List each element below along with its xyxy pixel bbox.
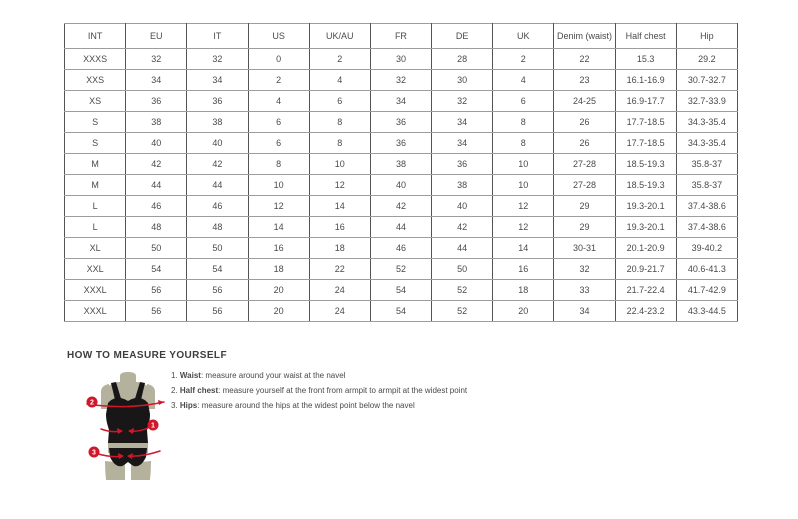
size-value-cell: 8 (309, 112, 370, 133)
size-value-cell: 24-25 (554, 91, 615, 112)
size-value-cell: 6 (309, 91, 370, 112)
size-value-cell: 41.7-42.9 (676, 280, 737, 301)
size-value-cell: 34 (554, 301, 615, 322)
size-label-cell: M (65, 175, 126, 196)
size-value-cell: 52 (432, 301, 493, 322)
badge-chest-number: 2 (90, 399, 94, 407)
step-term: Hips (179, 401, 198, 410)
size-value-cell: 40.6-41.3 (676, 259, 737, 280)
size-value-cell: 30.7-32.7 (676, 70, 737, 91)
size-value-cell: 34 (370, 91, 431, 112)
size-value-cell: 40 (126, 133, 187, 154)
column-header: EU (126, 24, 187, 49)
measure-step (171, 383, 467, 398)
size-value-cell: 18 (309, 238, 370, 259)
size-row (65, 217, 738, 238)
size-value-cell: 38 (432, 175, 493, 196)
size-row (65, 154, 738, 175)
size-value-cell: 54 (126, 259, 187, 280)
size-row (65, 259, 738, 280)
size-value-cell: 34 (126, 70, 187, 91)
size-value-cell: 30 (432, 70, 493, 91)
size-value-cell: 4 (248, 91, 309, 112)
size-row (65, 238, 738, 259)
size-value-cell: 15.3 (615, 49, 676, 70)
size-value-cell: 14 (309, 196, 370, 217)
size-value-cell: 38 (126, 112, 187, 133)
size-value-cell: 36 (370, 133, 431, 154)
size-label-cell: S (65, 112, 126, 133)
size-row (65, 112, 738, 133)
size-value-cell: 52 (432, 280, 493, 301)
size-value-cell: 46 (187, 196, 248, 217)
size-value-cell: 54 (187, 259, 248, 280)
size-value-cell: 10 (493, 175, 554, 196)
size-value-cell: 54 (370, 301, 431, 322)
size-table (64, 23, 738, 322)
size-value-cell: 8 (493, 133, 554, 154)
size-value-cell: 42 (126, 154, 187, 175)
size-value-cell: 46 (126, 196, 187, 217)
size-value-cell: 42 (370, 196, 431, 217)
size-value-cell: 30 (370, 49, 431, 70)
size-value-cell: 17.7-18.5 (615, 133, 676, 154)
column-header: Hip (676, 24, 737, 49)
size-value-cell: 56 (187, 301, 248, 322)
size-value-cell: 6 (248, 112, 309, 133)
size-value-cell: 56 (126, 301, 187, 322)
size-value-cell: 8 (309, 133, 370, 154)
column-header: Half chest (615, 24, 676, 49)
step-rest: : measure around the hips at the widest point below the navel (197, 401, 415, 410)
size-value-cell: 36 (370, 112, 431, 133)
size-label-cell: L (65, 196, 126, 217)
size-value-cell: 6 (248, 133, 309, 154)
size-value-cell: 24 (309, 280, 370, 301)
measure-heading: HOW TO MEASURE YOURSELF (67, 350, 227, 361)
size-value-cell: 44 (370, 217, 431, 238)
size-value-cell: 16 (309, 217, 370, 238)
size-label-cell: M (65, 154, 126, 175)
size-value-cell: 50 (187, 238, 248, 259)
size-value-cell: 32 (187, 49, 248, 70)
size-row (65, 133, 738, 154)
size-value-cell: 34 (187, 70, 248, 91)
size-label-cell: XXL (65, 259, 126, 280)
size-value-cell: 50 (432, 259, 493, 280)
size-row (65, 175, 738, 196)
measure-steps (171, 368, 467, 413)
size-value-cell: 34.3-35.4 (676, 112, 737, 133)
step-rest: : measure yourself at the front from armpit to armpit at the widest point (218, 386, 468, 395)
step-num: 1. (171, 371, 180, 380)
size-value-cell: 0 (248, 49, 309, 70)
size-value-cell: 28 (432, 49, 493, 70)
mannequin-figure (78, 369, 173, 481)
size-value-cell: 6 (493, 91, 554, 112)
size-value-cell: 17.7-18.5 (615, 112, 676, 133)
step-term: Half chest (179, 386, 219, 395)
size-value-cell: 4 (493, 70, 554, 91)
size-value-cell: 8 (248, 154, 309, 175)
size-value-cell: 12 (309, 175, 370, 196)
size-value-cell: 19.3-20.1 (615, 196, 676, 217)
size-value-cell: 32 (432, 91, 493, 112)
badge-waist (148, 420, 159, 431)
size-value-cell: 16.1-16.9 (615, 70, 676, 91)
size-value-cell: 36 (187, 91, 248, 112)
step-num: 3. (171, 401, 180, 410)
size-value-cell: 44 (126, 175, 187, 196)
size-value-cell: 16.9-17.7 (615, 91, 676, 112)
size-row (65, 49, 738, 70)
size-value-cell: 2 (493, 49, 554, 70)
size-value-cell: 14 (248, 217, 309, 238)
size-value-cell: 10 (493, 154, 554, 175)
size-value-cell: 36 (432, 154, 493, 175)
column-header: Denim (waist) (554, 24, 615, 49)
size-value-cell: 20 (248, 280, 309, 301)
size-value-cell: 50 (126, 238, 187, 259)
badge-hips (89, 447, 100, 458)
size-label-cell: XXS (65, 70, 126, 91)
size-value-cell: 40 (432, 196, 493, 217)
size-value-cell: 22 (309, 259, 370, 280)
size-value-cell: 22.4-23.2 (615, 301, 676, 322)
size-value-cell: 4 (309, 70, 370, 91)
size-value-cell: 18 (493, 280, 554, 301)
size-value-cell: 20 (493, 301, 554, 322)
size-value-cell: 18.5-19.3 (615, 175, 676, 196)
size-row (65, 301, 738, 322)
size-label-cell: XXXS (65, 49, 126, 70)
size-value-cell: 22 (554, 49, 615, 70)
size-value-cell: 48 (126, 217, 187, 238)
size-value-cell: 12 (493, 217, 554, 238)
size-value-cell: 34 (432, 133, 493, 154)
size-value-cell: 34 (432, 112, 493, 133)
badge-waist-number: 1 (151, 422, 155, 430)
size-value-cell: 18 (248, 259, 309, 280)
size-row (65, 196, 738, 217)
size-value-cell: 39-40.2 (676, 238, 737, 259)
size-row (65, 91, 738, 112)
size-value-cell: 8 (493, 112, 554, 133)
size-value-cell: 21.7-22.4 (615, 280, 676, 301)
size-label-cell: XXXL (65, 301, 126, 322)
size-value-cell: 2 (248, 70, 309, 91)
step-term: Waist (179, 371, 201, 380)
size-value-cell: 29 (554, 217, 615, 238)
size-value-cell: 19.3-20.1 (615, 217, 676, 238)
size-table-body (65, 49, 738, 322)
size-value-cell: 40 (187, 133, 248, 154)
size-value-cell: 46 (370, 238, 431, 259)
size-value-cell: 18.5-19.3 (615, 154, 676, 175)
size-value-cell: 26 (554, 112, 615, 133)
size-value-cell: 20.9-21.7 (615, 259, 676, 280)
size-value-cell: 32 (554, 259, 615, 280)
size-label-cell: XL (65, 238, 126, 259)
size-value-cell: 44 (187, 175, 248, 196)
size-label-cell: XS (65, 91, 126, 112)
size-value-cell: 20.1-20.9 (615, 238, 676, 259)
column-header: DE (432, 24, 493, 49)
size-label-cell: XXXL (65, 280, 126, 301)
size-value-cell: 56 (187, 280, 248, 301)
size-value-cell: 27-28 (554, 154, 615, 175)
size-value-cell: 48 (187, 217, 248, 238)
size-value-cell: 32 (126, 49, 187, 70)
size-value-cell: 33 (554, 280, 615, 301)
size-value-cell: 20 (248, 301, 309, 322)
size-value-cell: 37.4-38.6 (676, 217, 737, 238)
size-value-cell: 16 (248, 238, 309, 259)
size-value-cell: 43.3-44.5 (676, 301, 737, 322)
size-value-cell: 56 (126, 280, 187, 301)
column-header: IT (187, 24, 248, 49)
size-label-cell: L (65, 217, 126, 238)
size-value-cell: 36 (126, 91, 187, 112)
column-header: FR (370, 24, 431, 49)
size-value-cell: 26 (554, 133, 615, 154)
column-header: UK (493, 24, 554, 49)
size-value-cell: 30-31 (554, 238, 615, 259)
size-value-cell: 42 (187, 154, 248, 175)
mannequin-neck (120, 372, 136, 383)
size-value-cell: 54 (370, 280, 431, 301)
size-value-cell: 37.4-38.6 (676, 196, 737, 217)
mannequin-illustration-svg (78, 369, 173, 481)
size-value-cell: 40 (370, 175, 431, 196)
size-value-cell: 29.2 (676, 49, 737, 70)
size-value-cell: 24 (309, 301, 370, 322)
size-value-cell: 35.8-37 (676, 175, 737, 196)
size-value-cell: 27-28 (554, 175, 615, 196)
column-header: UK/AU (309, 24, 370, 49)
size-value-cell: 38 (370, 154, 431, 175)
badge-chest (87, 397, 98, 408)
size-value-cell: 44 (432, 238, 493, 259)
size-table-header-row (65, 24, 738, 49)
size-value-cell: 38 (187, 112, 248, 133)
size-value-cell: 32.7-33.9 (676, 91, 737, 112)
size-value-cell: 42 (432, 217, 493, 238)
size-value-cell: 10 (248, 175, 309, 196)
badge-hips-number: 3 (92, 449, 96, 457)
size-value-cell: 14 (493, 238, 554, 259)
size-value-cell: 12 (248, 196, 309, 217)
measure-step (171, 368, 467, 383)
size-value-cell: 23 (554, 70, 615, 91)
size-value-cell: 52 (370, 259, 431, 280)
size-row (65, 70, 738, 91)
size-row (65, 280, 738, 301)
size-value-cell: 12 (493, 196, 554, 217)
size-value-cell: 32 (370, 70, 431, 91)
size-value-cell: 34.3-35.4 (676, 133, 737, 154)
size-label-cell: S (65, 133, 126, 154)
column-header: US (248, 24, 309, 49)
column-header: INT (65, 24, 126, 49)
measure-step (171, 398, 467, 413)
step-num: 2. (171, 386, 180, 395)
step-rest: : measure around your waist at the navel (200, 371, 346, 380)
size-value-cell: 16 (493, 259, 554, 280)
size-value-cell: 2 (309, 49, 370, 70)
size-value-cell: 35.8-37 (676, 154, 737, 175)
size-value-cell: 29 (554, 196, 615, 217)
size-value-cell: 10 (309, 154, 370, 175)
